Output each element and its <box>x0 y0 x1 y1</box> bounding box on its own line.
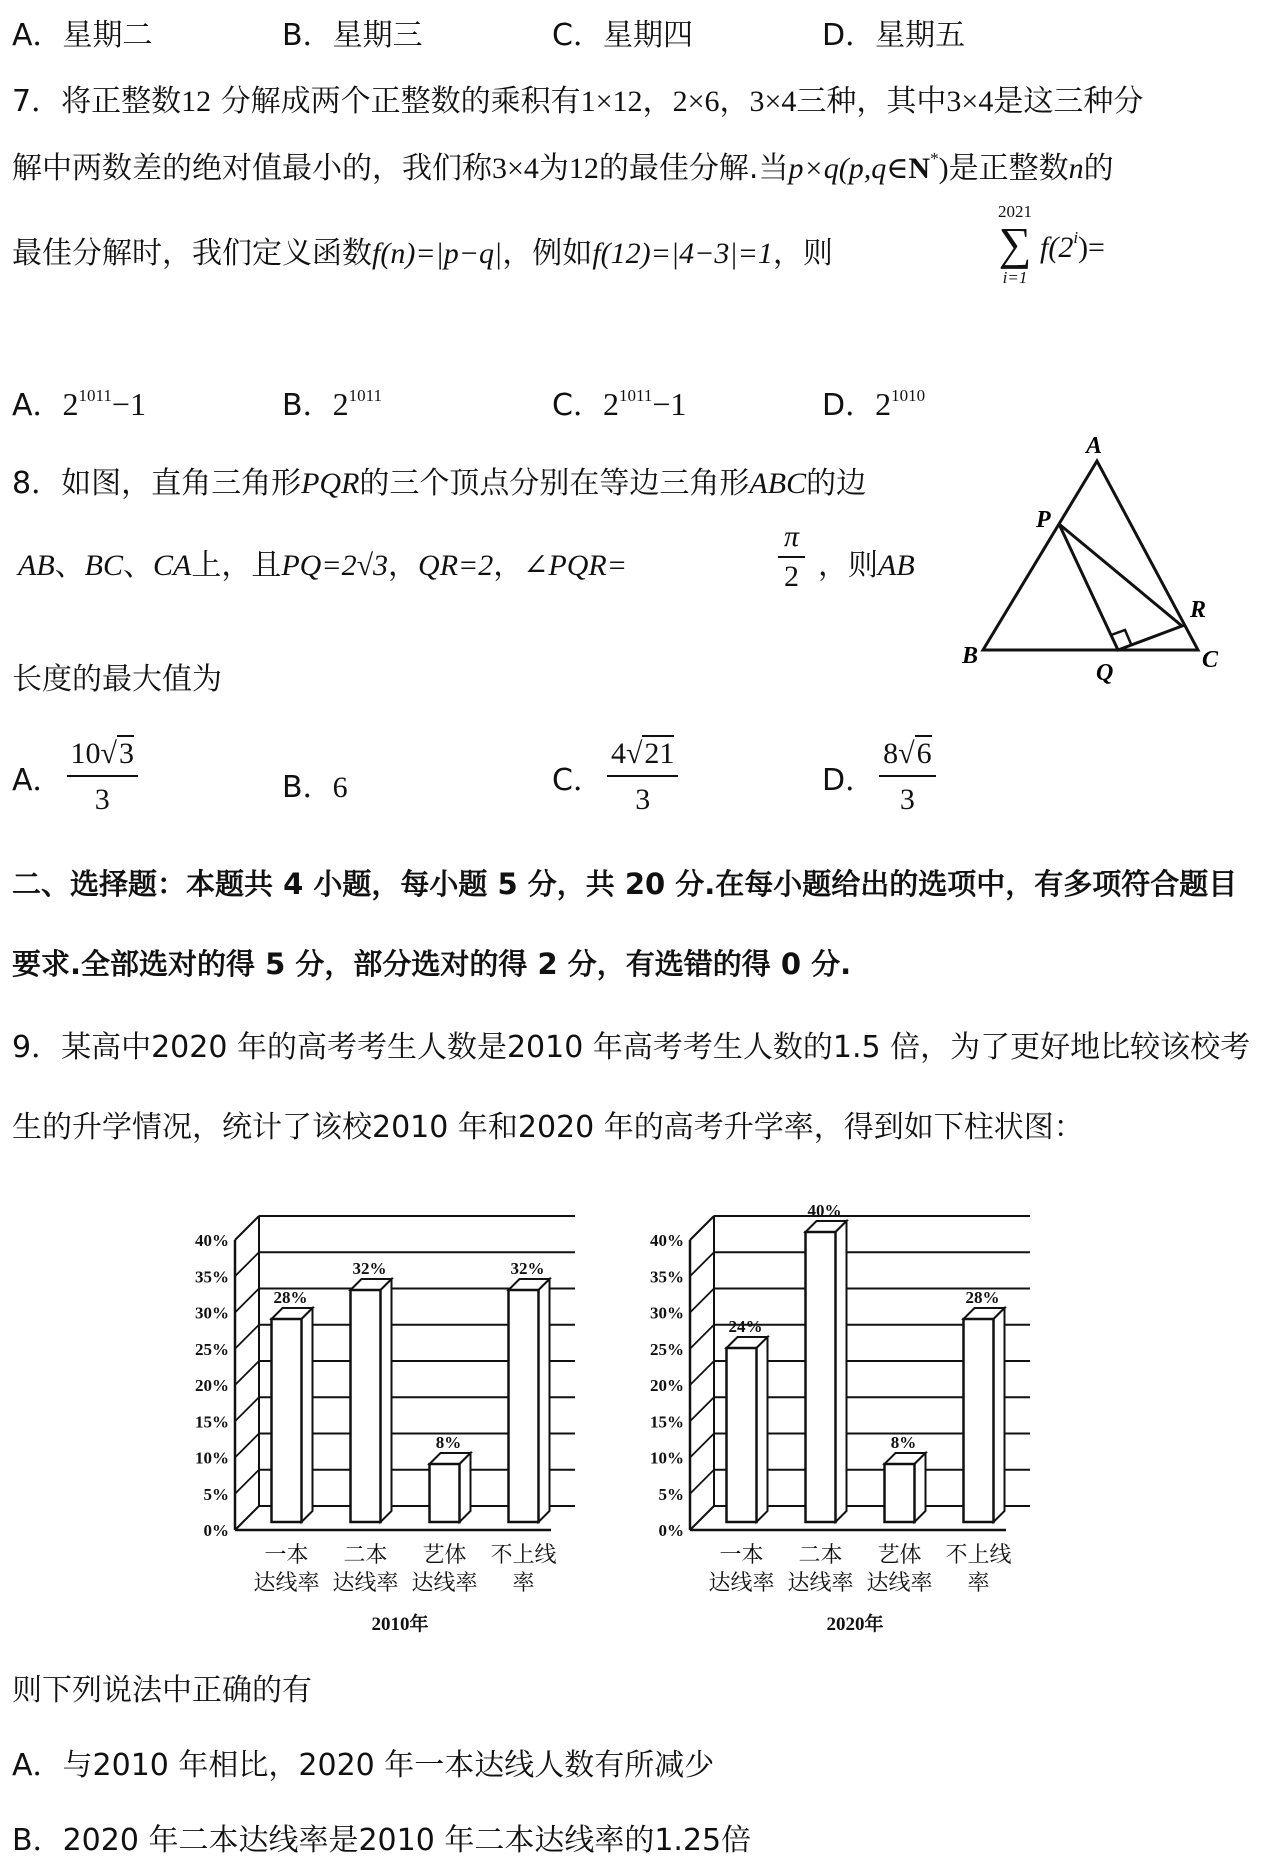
q6-option-a: A．星期二 <box>12 18 153 53</box>
radicand: 6 <box>916 737 932 770</box>
q7-superscript: i <box>1073 228 1079 247</box>
option-label: B． <box>282 770 333 805</box>
option-tail: −1 <box>652 386 687 422</box>
q7-text: 7．将正整数 <box>12 84 182 119</box>
q7-text: 是正整数 <box>948 151 1069 186</box>
q8-text: 上，且 <box>191 548 282 583</box>
coefficient: 10 <box>70 737 101 770</box>
x-category-label: 艺体 <box>422 1542 467 1567</box>
fraction-numerator: 10√3 <box>67 737 138 777</box>
option-label: D． <box>822 763 876 798</box>
gridline-slant <box>235 1361 259 1385</box>
q8-math: ∠PQR= <box>523 549 627 582</box>
fraction-numerator: 4√21 <box>607 737 678 777</box>
x-category-label: 不上线 <box>490 1542 557 1567</box>
x-category-label: 艺体 <box>877 1542 922 1567</box>
option-exponent: 1011 <box>78 386 112 405</box>
q7-text: ， <box>719 84 750 119</box>
option-exponent: 1011 <box>348 386 382 405</box>
x-category-label: 达线率 <box>787 1570 854 1595</box>
radicand: 21 <box>644 737 675 770</box>
option-base: 2 <box>875 386 892 422</box>
x-category-label: 达线率 <box>708 1570 775 1595</box>
y-tick-label: 20% <box>650 1376 684 1395</box>
q7-text: ， <box>642 84 673 119</box>
x-category-label: 率 <box>967 1570 990 1595</box>
gridline-slant <box>690 1252 714 1276</box>
bar-chart-2010 <box>180 1170 620 1650</box>
option-value: 6 <box>332 771 348 804</box>
q8-text: 8．如图，直角三角形 <box>12 466 302 501</box>
q7-text: 的最佳分解.当 <box>598 151 789 186</box>
q8-math: AB <box>878 549 915 582</box>
y-tick-label: 40% <box>650 1231 684 1250</box>
q7-text: 是这三种分 <box>993 84 1144 119</box>
option-label: C． <box>552 388 603 423</box>
q8-math: QR=2 <box>418 549 494 582</box>
radicand: 3 <box>119 737 134 770</box>
fraction-denominator: 3 <box>899 783 915 816</box>
y-tick-label: 35% <box>650 1267 684 1287</box>
fraction-denominator: 3 <box>635 783 651 816</box>
fraction-denominator: 3 <box>94 783 110 816</box>
q8-text: 、 <box>123 548 153 583</box>
bar-side <box>836 1221 847 1522</box>
label-r: R <box>1190 597 1207 623</box>
bar-value-label: 28% <box>965 1288 1000 1307</box>
option-fraction <box>607 737 678 817</box>
y-tick-label: 15% <box>650 1412 684 1432</box>
q6-option-b: B．星期三 <box>282 18 423 53</box>
gridline-slant <box>690 1361 714 1385</box>
gridline-slant <box>235 1325 259 1349</box>
q7-math: 3×4 <box>749 85 797 118</box>
q7-text: ，例如 <box>502 236 593 271</box>
q6-option-c: C．星期四 <box>552 18 693 53</box>
q7-math: 3×4 <box>492 152 539 185</box>
x-category-label: 一本 <box>719 1542 764 1567</box>
gridline-slant <box>235 1289 259 1313</box>
q7-line-3 <box>12 228 833 272</box>
bar-side <box>757 1337 768 1522</box>
y-tick-label: 40% <box>195 1231 229 1250</box>
option-base: 2 <box>602 386 619 422</box>
section-2-heading-line-2: 要求.全部选对的得 5 分，部分选对的得 2 分，有选错的得 0 分. <box>12 947 852 981</box>
option-tail: −1 <box>111 386 146 422</box>
bar-chart-2020 <box>635 1170 1075 1650</box>
q7-option-a <box>12 380 146 424</box>
label-c: C <box>1202 647 1219 673</box>
y-tick-label: 25% <box>195 1339 229 1359</box>
q7-math: f(2 <box>1040 231 1074 264</box>
bar-side <box>539 1279 550 1522</box>
q8-text: ，则 <box>818 548 878 583</box>
q8-line-3: 长度的最大值为 <box>12 662 222 697</box>
q7-text: ，则 <box>772 236 833 271</box>
bar-side <box>381 1279 392 1522</box>
section-2-heading-line-1: 二、选择题：本题共 4 小题，每小题 5 分，共 20 分.在每小题给出的选项中，有多项符合题目 <box>12 867 1238 901</box>
bar-value-label: 40% <box>807 1201 842 1220</box>
sum-lower-limit: i=1 <box>1002 268 1028 287</box>
q7-text: 三种，其中 <box>796 84 947 119</box>
triangle-abc <box>983 461 1198 650</box>
q8-line-1 <box>12 458 866 502</box>
y-tick-label: 15% <box>195 1412 229 1432</box>
gridline-slant <box>235 1470 259 1494</box>
chart-title: 2020年 <box>826 1614 884 1635</box>
q7-text: 的 <box>1083 151 1114 186</box>
y-tick-label: 35% <box>195 1267 229 1287</box>
bar <box>351 1290 381 1522</box>
chart-title: 2010年 <box>371 1614 429 1635</box>
q6-option-d: D．星期五 <box>822 18 966 53</box>
bar-value-label: 24% <box>728 1317 763 1336</box>
bar-side <box>302 1308 313 1522</box>
q7-superscript: * <box>930 149 939 168</box>
gridline-slant <box>690 1289 714 1313</box>
sum-upper-limit: 2021 <box>998 202 1032 221</box>
y-tick-label: 5% <box>203 1484 229 1504</box>
option-label: C． <box>552 763 603 798</box>
q7-text: 为 <box>538 151 569 186</box>
bar <box>272 1319 302 1522</box>
q8-option-a <box>12 737 142 817</box>
option-base: 2 <box>332 386 349 422</box>
gridline-slant <box>235 1506 259 1530</box>
fraction-numerator: π <box>778 520 805 558</box>
bar-side <box>915 1453 926 1522</box>
q8-triangle-figure <box>950 435 1240 690</box>
bar <box>430 1464 460 1522</box>
q7-natural-set: N <box>908 152 931 185</box>
q8-option-d <box>822 737 940 817</box>
label-a: A <box>1086 435 1103 459</box>
gridline-slant <box>690 1434 714 1458</box>
label-b: B <box>962 643 979 669</box>
q7-math: f(12)=|4−3|=1 <box>592 237 773 270</box>
x-category-label: 达线率 <box>866 1570 933 1595</box>
bar-value-label: 32% <box>352 1259 387 1278</box>
q7-text: 分解成两个正整数的乘积有 <box>211 84 581 119</box>
option-label: B． <box>282 388 333 423</box>
q7-option-b <box>282 380 382 424</box>
q9-option-b: B．2020 年二本达线率是2010 年二本达线率的1.25倍 <box>12 1823 752 1858</box>
q8-text: 、 <box>54 548 85 583</box>
q7-line-1 <box>12 76 1143 120</box>
gridline-slant <box>690 1506 714 1530</box>
y-tick-label: 10% <box>195 1448 229 1468</box>
q7-number: 12 <box>568 152 599 185</box>
x-category-label: 不上线 <box>945 1542 1012 1567</box>
q8-line-2 <box>18 540 627 584</box>
q7-line-2 <box>12 143 1114 187</box>
gridline-slant <box>690 1216 714 1240</box>
x-category-label: 达线率 <box>332 1570 399 1595</box>
q7-sum-expression <box>1040 228 1105 265</box>
bar-value-label: 32% <box>510 1259 545 1278</box>
gridline-slant <box>690 1397 714 1421</box>
fraction-numerator: 8√6 <box>879 737 935 777</box>
bar-value-label: 8% <box>435 1433 462 1452</box>
q9-follow-up: 则下列说法中正确的有 <box>12 1673 312 1708</box>
q8-text: 的三个顶点分别在等边三角形 <box>359 466 750 501</box>
q7-option-c <box>552 380 686 424</box>
bar-side <box>460 1453 471 1522</box>
fraction-denominator: 2 <box>784 560 800 593</box>
q7-math: ) <box>938 152 949 185</box>
q7-text: 解中两数差的绝对值最小的，我们称 <box>12 151 492 186</box>
q8-math: PQR <box>301 467 360 500</box>
q7-math-var: n <box>1068 152 1084 185</box>
q7-math: )= <box>1078 231 1105 264</box>
q8-math: ABC <box>749 467 807 500</box>
q8-text: ， <box>493 548 524 583</box>
option-label: A． <box>12 763 63 798</box>
option-label: A． <box>12 388 63 423</box>
q7-summation <box>990 203 1040 289</box>
x-category-label: 达线率 <box>411 1570 478 1595</box>
q7-option-d <box>822 380 925 424</box>
y-tick-label: 30% <box>650 1303 684 1323</box>
bar <box>964 1319 994 1522</box>
bar-value-label: 28% <box>273 1288 308 1307</box>
bar <box>806 1232 836 1522</box>
x-category-label: 达线率 <box>253 1570 320 1595</box>
q7-math: 3×4 <box>946 85 994 118</box>
y-tick-label: 0% <box>658 1521 684 1540</box>
x-category-label: 二本 <box>798 1542 843 1567</box>
y-tick-label: 5% <box>658 1484 684 1504</box>
option-fraction <box>67 737 138 817</box>
gridline-slant <box>235 1434 259 1458</box>
q8-math: AB <box>18 549 55 582</box>
gridline-slant <box>235 1252 259 1276</box>
option-exponent: 1011 <box>618 386 653 405</box>
bar-side <box>994 1308 1005 1522</box>
y-tick-label: 30% <box>195 1303 229 1323</box>
coefficient: 4 <box>610 737 626 770</box>
gridline-slant <box>235 1216 259 1240</box>
bar <box>509 1290 539 1522</box>
y-tick-label: 0% <box>203 1521 229 1540</box>
label-p: P <box>1036 507 1051 533</box>
option-exponent: 1010 <box>891 386 926 405</box>
q7-math: 2×6 <box>672 85 720 118</box>
sigma-symbol: ∑ <box>998 218 1032 269</box>
q7-text: 最佳分解时，我们定义函数 <box>12 236 372 271</box>
x-category-label: 率 <box>512 1570 535 1595</box>
option-fraction <box>879 737 935 817</box>
q9-option-a: A．与2010 年相比，2020 年一本达线人数有所减少 <box>12 1748 715 1783</box>
x-category-label: 二本 <box>343 1542 388 1567</box>
bar-value-label: 8% <box>890 1433 917 1452</box>
q7-number: 12 <box>181 85 212 118</box>
q7-math: p×q(p,q∈ <box>788 152 909 185</box>
gridline-slant <box>690 1325 714 1349</box>
y-tick-label: 20% <box>195 1376 229 1395</box>
q9-line-2: 生的升学情况，统计了该校2010 年和2020 年的高考升学率，得到如下柱状图： <box>12 1110 1084 1145</box>
q8-option-c <box>552 737 682 817</box>
q7-math: 1×12 <box>580 85 643 118</box>
option-label: D． <box>822 388 876 423</box>
label-q: Q <box>1096 660 1114 686</box>
x-category-label: 一本 <box>264 1542 309 1567</box>
bar <box>727 1348 757 1522</box>
q8-line-2-end <box>818 540 915 584</box>
bar <box>885 1464 915 1522</box>
q9-line-1: 9．某高中2020 年的高考考生人数是2010 年高考考生人数的1.5 倍，为了更好地比较该校考 <box>12 1030 1251 1065</box>
q8-option-b <box>282 762 348 806</box>
q7-math: f(n)=|p−q| <box>372 237 503 270</box>
q8-angle-fraction <box>778 520 805 594</box>
q8-math: PQ=2√3 <box>281 549 389 582</box>
q8-math: CA <box>153 549 192 582</box>
option-base: 2 <box>62 386 79 422</box>
gridline-slant <box>235 1397 259 1421</box>
q8-text: ， <box>388 548 419 583</box>
gridline-slant <box>690 1470 714 1494</box>
q8-text: 的边 <box>806 466 867 501</box>
y-tick-label: 25% <box>650 1339 684 1359</box>
y-tick-label: 10% <box>650 1448 684 1468</box>
coefficient: 8 <box>883 737 899 770</box>
q8-math: BC <box>84 549 123 582</box>
